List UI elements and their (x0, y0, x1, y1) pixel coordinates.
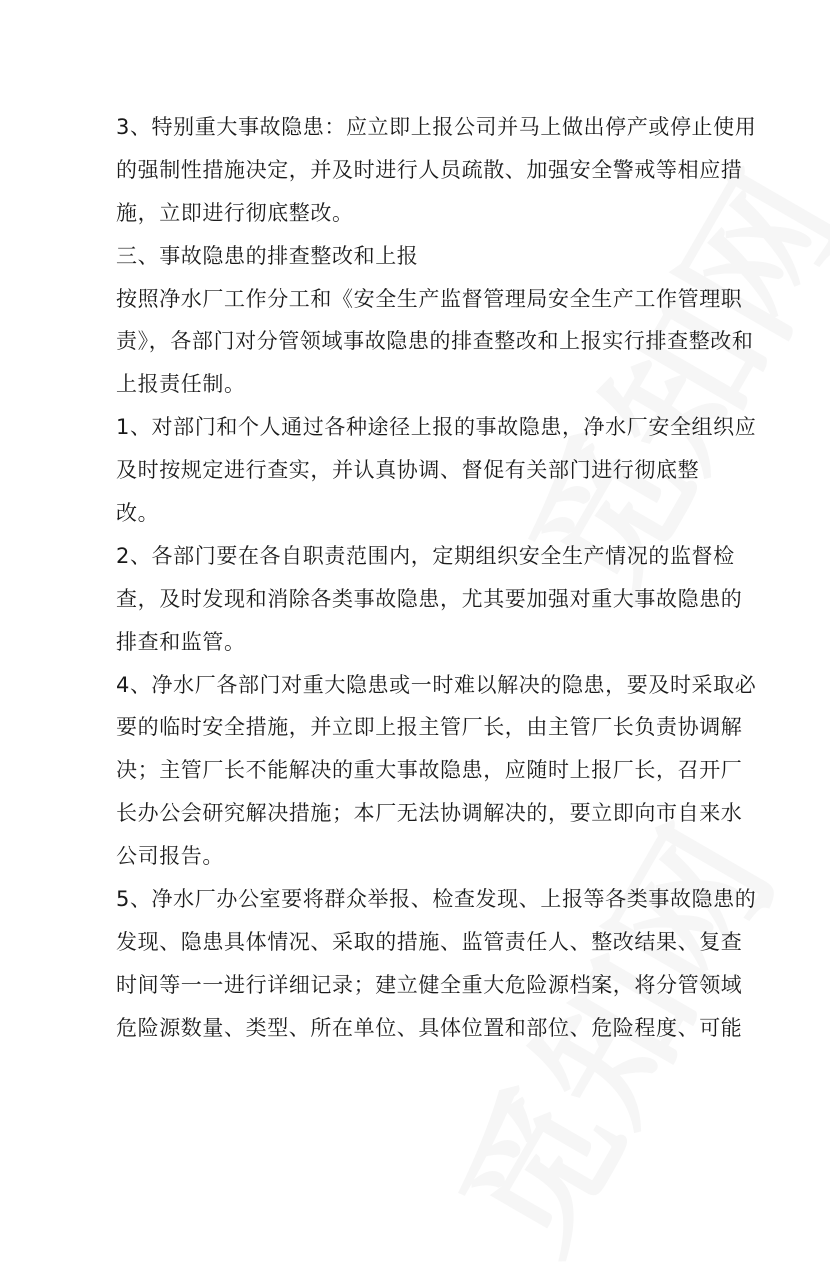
text-line: 发现、隐患具体情况、采取的措施、监管责任人、整改结果、复查 (116, 929, 743, 954)
text-line: 查，及时发现和消除各类事故隐患，尤其要加强对重大事故隐患的 (116, 586, 743, 611)
text-line: 长办公会研究解决措施；本厂无法协调解决的，要立即向市自来水 (116, 801, 743, 826)
text-line: 5、净水厂办公室要将群众举报、检查发现、上报等各类事故隐患的 (116, 887, 757, 912)
text-line: 1、对部门和个人通过各种途径上报的事故隐患，净水厂安全组织应 (116, 415, 757, 440)
text-line: 3、特别重大事故隐患：应立即上报公司并马上做出停产或停止使用 (116, 115, 757, 139)
text-line: 按照净水厂工作分工和《安全生产监督管理局安全生产工作管理职 (116, 286, 743, 311)
text-line: 及时按规定进行查实，并认真协调、督促有关部门进行彻底整 (116, 458, 700, 483)
text-line: 责》，各部门对分管领域事故隐患的排查整改和上报实行排查整改和 (116, 329, 754, 354)
text-line: 排查和监管。 (116, 629, 246, 654)
document-body (116, 106, 757, 1050)
text-line: 公司报告。 (116, 844, 224, 869)
text-line: 时间等一一进行详细记录；建立健全重大危险源档案，将分管领域 (116, 972, 743, 997)
text-line: 施，立即进行彻底整改。 (116, 200, 354, 225)
text-line: 4、净水厂各部门对重大隐患或一时难以解决的隐患，要及时采取必 (116, 672, 757, 697)
text-line: 三、事故隐患的排查整改和上报 (116, 243, 419, 268)
text-line: 要的临时安全措施，并立即上报主管厂长，由主管厂长负责协调解 (116, 715, 743, 740)
text-line: 的强制性措施决定，并及时进行人员疏散、加强安全警戒等相应措 (116, 157, 743, 182)
text-line: 改。 (116, 501, 160, 526)
text-line: 上报责任制。 (116, 372, 246, 397)
text-line: 2、各部门要在各自职责范围内，定期组织安全生产情况的监督检 (116, 543, 735, 568)
text-line: 危险源数量、类型、所在单位、具体位置和部位、危险程度、可能 (116, 1015, 743, 1040)
text-line: 决；主管厂长不能解决的重大事故隐患，应随时上报厂长，召开厂 (116, 758, 743, 783)
